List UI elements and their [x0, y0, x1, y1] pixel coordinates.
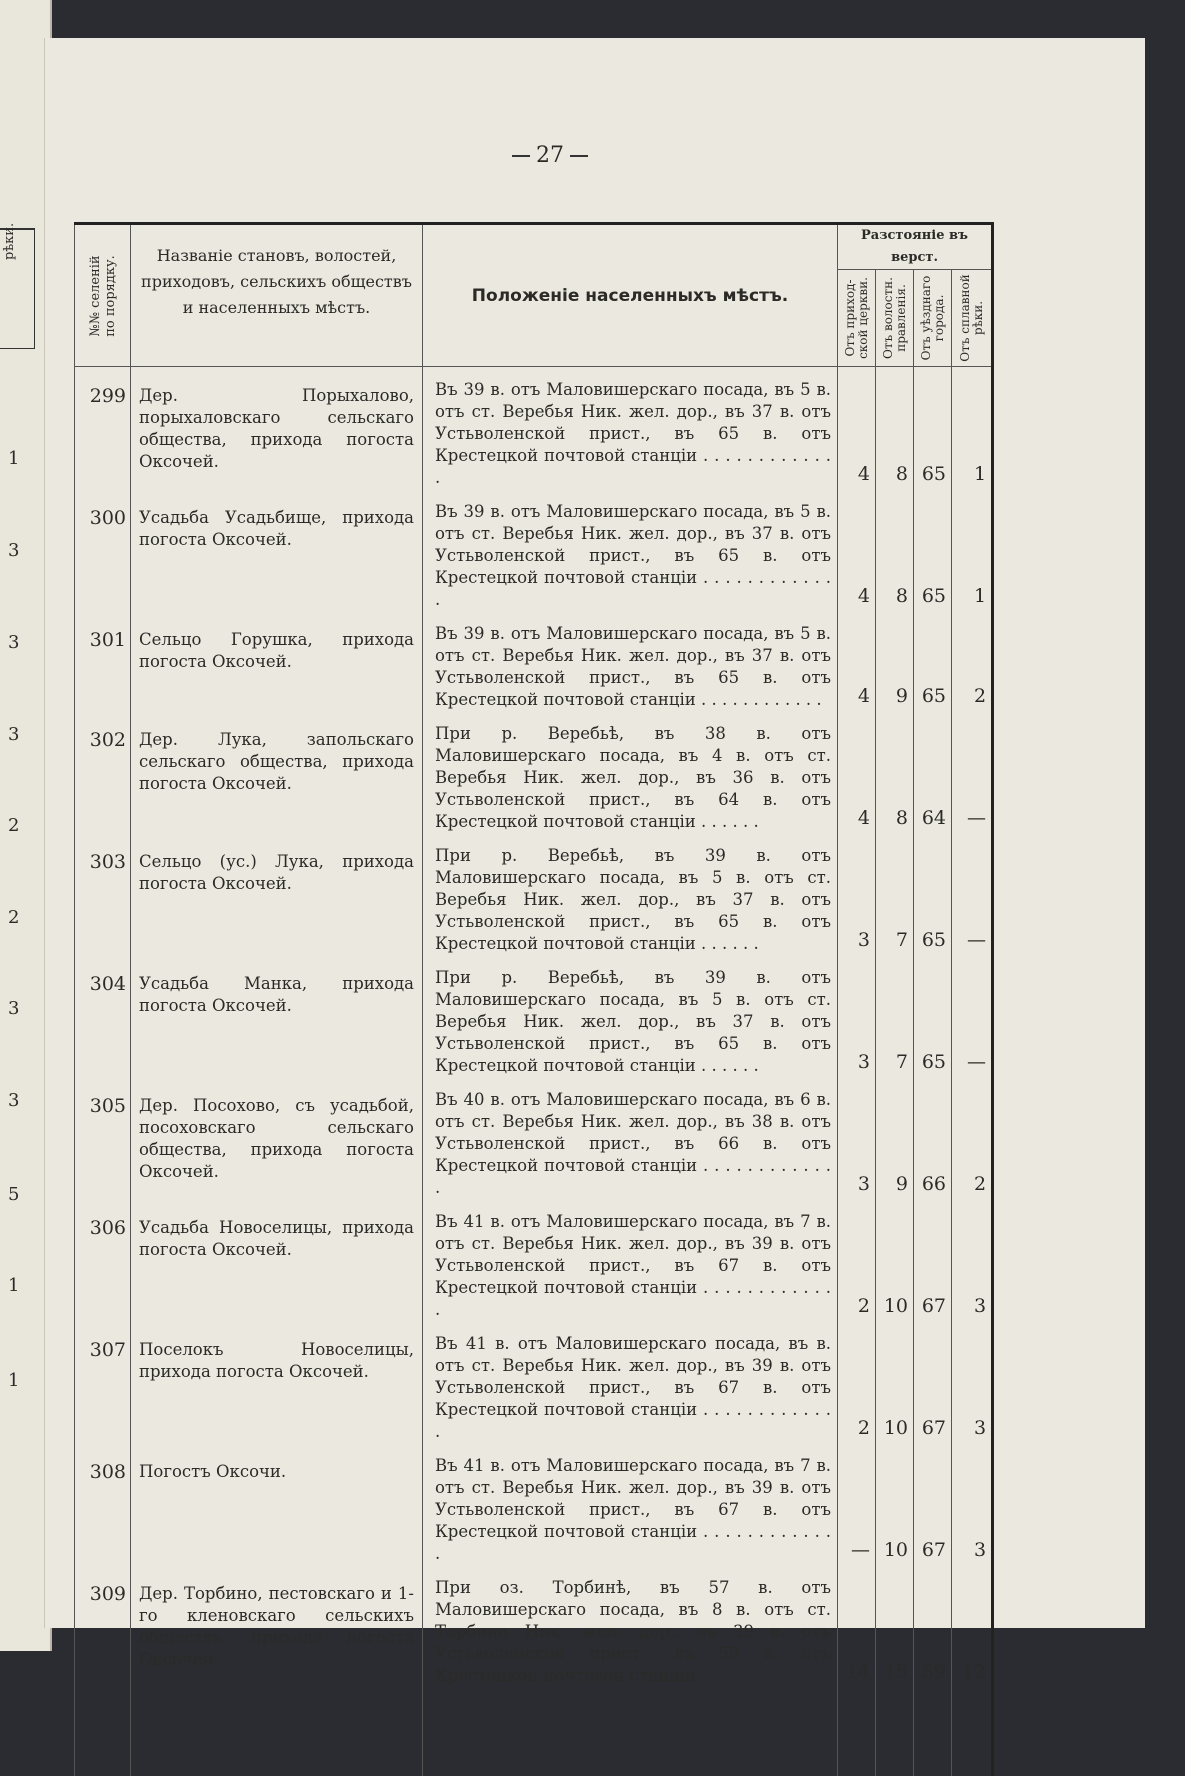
left-page-number: 1: [8, 1275, 20, 1296]
row-number: 306: [75, 1199, 131, 1321]
dash-right: [570, 155, 588, 157]
row-name: Усадьба Усадьбище, прихода погоста Оксочей.: [131, 489, 423, 611]
row-distance-town: 59: [914, 1565, 952, 1687]
row-number: 299: [75, 367, 131, 490]
header-distance-river: Отъ сплавной рѣки.: [952, 270, 993, 367]
row-name: Сельцо (ус.) Лука, прихода погоста Оксочей.: [131, 833, 423, 955]
table-row: [75, 1199, 993, 1321]
row-distance-volost: 9: [876, 611, 914, 711]
row-distance-volost: 8: [876, 367, 914, 490]
row-distance-river: 2: [952, 611, 993, 711]
row-name: Дер. Торбино, пестовскаго и 1-го кленовскаго сельскихъ обществъ, прихода погоста Оксочей.: [131, 1565, 423, 1687]
row-position: При р. Веребьѣ, въ 39 в. отъ Маловишерскаго посада, въ 5 в. отъ ст. Веребья Ник. жел. дор., въ 37 в. отъ Устьволенской прист., въ 65 в. отъ Крестецкой почтовой станціи . . . . . .: [423, 955, 838, 1077]
row-distance-volost: 15: [876, 1565, 914, 1687]
left-page-number: 3: [8, 632, 20, 653]
row-distance-volost: 7: [876, 955, 914, 1077]
row-distance-church: —: [838, 1443, 876, 1565]
row-distance-church: 14: [838, 1565, 876, 1687]
row-distance-river: 3: [952, 1443, 993, 1565]
row-distance-town: 65: [914, 489, 952, 611]
table-row: [75, 367, 993, 490]
table-row: [75, 1321, 993, 1443]
left-page-number: 3: [8, 724, 20, 745]
row-position: При оз. Торбинѣ, въ 57 в. отъ Маловишерскаго посада, въ 8 в. отъ ст. Торбина Ник. жел. дор., въ 39 в. отъ Устьволенской прист., въ 59 в. отъ Крестецкой почтовой станціи . .: [423, 1565, 838, 1687]
row-distance-river: —: [952, 955, 993, 1077]
row-name: Сельцо Горушка, прихода погоста Оксочей.: [131, 611, 423, 711]
left-page-number: 3: [8, 1090, 20, 1111]
table-row: [75, 711, 993, 833]
row-position: При р. Веребьѣ, въ 39 в. отъ Маловишерскаго посада, въ 5 в. отъ ст. Веребья Ник. жел. дор., въ 37 в. отъ Устьволенской прист., въ 65 в. отъ Крестецкой почтовой станціи . . . . . .: [423, 833, 838, 955]
row-distance-town: 64: [914, 711, 952, 833]
row-distance-river: 1: [952, 489, 993, 611]
settlements-table: [74, 222, 994, 1776]
row-distance-church: 4: [838, 367, 876, 490]
table-row: [75, 489, 993, 611]
row-number: 309: [75, 1565, 131, 1687]
row-number: 305: [75, 1077, 131, 1199]
left-page-number: 3: [8, 998, 20, 1019]
row-distance-church: 4: [838, 489, 876, 611]
header-distance-group: Разстояніе въ верст.: [838, 224, 993, 270]
row-distance-town: 67: [914, 1321, 952, 1443]
row-position: Въ 41 в. отъ Маловишерскаго посада, въ 7 в. отъ ст. Веребья Ник. жел. дор., въ 39 в. отъ Устьволенской прист., въ 67 в. отъ Крестецкой почтовой станціи . . . . . . . . . . . . .: [423, 1199, 838, 1321]
row-name: Поселокъ Новоселицы, прихода погоста Оксочей.: [131, 1321, 423, 1443]
row-distance-volost: 10: [876, 1321, 914, 1443]
table-row: [75, 1443, 993, 1565]
row-name: Усадьба Новоселицы, прихода погоста Оксочей.: [131, 1199, 423, 1321]
row-distance-church: 4: [838, 711, 876, 833]
dash-left: [512, 155, 530, 157]
row-distance-church: 3: [838, 833, 876, 955]
left-page-header-label: рѣки.: [2, 222, 17, 260]
row-distance-river: —: [952, 711, 993, 833]
row-distance-river: 2: [952, 1077, 993, 1199]
row-distance-river: 3: [952, 1321, 993, 1443]
header-name-column: Названіе становъ, волостей, приходовъ, сельскихъ обществъ и населенныхъ мѣстъ.: [131, 224, 423, 367]
table-row: [75, 1565, 993, 1687]
left-page-number: 1: [8, 448, 20, 469]
row-position: Въ 39 в. отъ Маловишерскаго посада, въ 5 в. отъ ст. Веребья Ник. жел. дор., въ 37 в. отъ Устьволенской прист., въ 65 в. отъ Крестецкой почтовой станціи . . . . . . . . . . . . .: [423, 367, 838, 490]
row-distance-volost: 10: [876, 1199, 914, 1321]
table-row: [75, 611, 993, 711]
row-number: 308: [75, 1443, 131, 1565]
header-distance-town: Отъ уѣзднаго города.: [914, 270, 952, 367]
table-bottom-spacer: [75, 1687, 993, 1776]
row-name: Дер. Посохово, съ усадьбой, посоховскаго сельскаго общества, прихода погоста Оксочей.: [131, 1077, 423, 1199]
row-distance-volost: 9: [876, 1077, 914, 1199]
row-position: Въ 39 в. отъ Маловишерскаго посада, въ 5 в. отъ ст. Веребья Ник. жел. дор., въ 37 в. отъ Устьволенской прист., въ 65 в. отъ Крестецкой почтовой станціи . . . . . . . . . . . . .: [423, 489, 838, 611]
row-distance-church: 3: [838, 955, 876, 1077]
row-distance-volost: 7: [876, 833, 914, 955]
row-number: 302: [75, 711, 131, 833]
row-name: Дер. Лука, запольскаго сельскаго общества, прихода погоста Оксочей.: [131, 711, 423, 833]
header-position-column: Положеніе населенныхъ мѣстъ.: [423, 224, 838, 367]
row-distance-town: 65: [914, 833, 952, 955]
row-distance-volost: 8: [876, 489, 914, 611]
row-distance-river: 3: [952, 1199, 993, 1321]
left-page-number: 3: [8, 540, 20, 561]
row-distance-church: 3: [838, 1077, 876, 1199]
row-name: Усадьба Манка, прихода погоста Оксочей.: [131, 955, 423, 1077]
row-position: Въ 41 в. отъ Маловишерскаго посада, въ в. отъ ст. Веребья Ник. жел. дор., въ 39 в. отъ Устьволенской прист., въ 67 в. отъ Крестецкой почтовой станціи . . . . . . . . . . . . .: [423, 1321, 838, 1443]
header-distance-church: Отъ приход-ской церкви.: [838, 270, 876, 367]
row-distance-church: 2: [838, 1199, 876, 1321]
left-page-number: 2: [8, 815, 20, 836]
row-distance-river: 1: [952, 367, 993, 490]
row-distance-volost: 10: [876, 1443, 914, 1565]
row-number: 300: [75, 489, 131, 611]
row-number: 304: [75, 955, 131, 1077]
left-page-number: 5: [8, 1184, 20, 1205]
table-row: [75, 833, 993, 955]
row-distance-church: 4: [838, 611, 876, 711]
table-row: [75, 1077, 993, 1199]
row-distance-river: —: [952, 833, 993, 955]
row-distance-town: 65: [914, 955, 952, 1077]
row-position: При р. Веребьѣ, въ 38 в. отъ Маловишерскаго посада, въ 4 в. отъ ст. Веребья Ник. жел. дор., въ 36 в. отъ Устьволенской прист., въ 64 в. отъ Крестецкой почтовой станціи . . . . . .: [423, 711, 838, 833]
row-distance-church: 2: [838, 1321, 876, 1443]
table-row: [75, 955, 993, 1077]
page-number: 27: [490, 143, 610, 168]
row-distance-town: 67: [914, 1443, 952, 1565]
row-distance-river: 12: [952, 1565, 993, 1687]
row-name: Дер. Порыхалово, порыхаловскаго сельскаго общества, прихода погоста Оксочей.: [131, 367, 423, 490]
row-distance-volost: 8: [876, 711, 914, 833]
row-distance-town: 65: [914, 611, 952, 711]
row-number: 303: [75, 833, 131, 955]
row-name: Погостъ Оксочи.: [131, 1443, 423, 1565]
row-position: Въ 39 в. отъ Маловишерскаго посада, въ 5 в. отъ ст. Веребья Ник. жел. дор., въ 37 в. отъ Устьволенской прист., въ 65 в. отъ Крестецкой почтовой станціи . . . . . . . . . . . .: [423, 611, 838, 711]
row-position: Въ 40 в. отъ Маловишерскаго посада, въ 6 в. отъ ст. Веребья Ник. жел. дор., въ 38 в. отъ Устьволенской прист., въ 66 в. отъ Крестецкой почтовой станціи . . . . . . . . . . . . .: [423, 1077, 838, 1199]
row-distance-town: 67: [914, 1199, 952, 1321]
row-distance-town: 66: [914, 1077, 952, 1199]
left-page-number: 2: [8, 907, 20, 928]
row-position: Въ 41 в. отъ Маловишерскаго посада, въ 7 в. отъ ст. Веребья Ник. жел. дор., въ 39 в. отъ Устьволенской прист., въ 67 в. отъ Крестецкой почтовой станціи . . . . . . . . . . . . .: [423, 1443, 838, 1565]
header-distance-volost: Отъ волостн. правленія.: [876, 270, 914, 367]
left-page-number: 1: [8, 1370, 20, 1391]
header-number-column: №№ селеній по порядку.: [75, 224, 131, 367]
row-number: 307: [75, 1321, 131, 1443]
row-distance-town: 65: [914, 367, 952, 490]
row-number: 301: [75, 611, 131, 711]
